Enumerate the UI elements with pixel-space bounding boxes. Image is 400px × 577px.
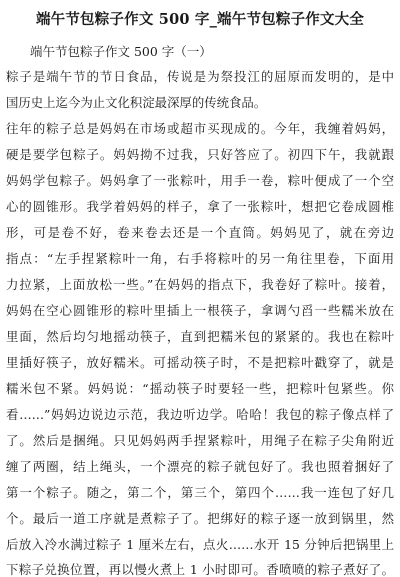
text-line: 指点：“左手捏紧粽叶一角，右手将粽叶的另一角往里卷，下面用	[6, 252, 394, 266]
text-line: 心的圆锥形。我学着妈妈的样子，拿了一张粽叶，想把它卷成圆椎	[6, 200, 394, 214]
text-line: 了。然后是捆绳。只见妈妈两手捏紧粽叶，用绳子在粽子尖角附近	[6, 434, 394, 448]
text-line: 妈妈学包粽子。妈妈拿了一张粽叶，用手一卷，粽叶便成了一个空	[6, 174, 394, 188]
text-line: 糯米包不紧。妈妈说：“摇动筷子时要轻一些，把粽叶包紧些。你	[6, 382, 394, 396]
text-line: 看……”妈妈边说边示范，我边听边学。哈哈！我包的粽子像点样了	[6, 408, 394, 422]
text-line: 国历史上迄今为止文化积淀最深厚的传统食品。	[6, 96, 267, 110]
text-line: 后放入冷水满过粽子 1 厘米左右，点火……水开 15 分钟后把锅里上	[6, 538, 394, 552]
text-line: 硬是要学包粽子。妈妈拗不过我，只好答应了。初四下午，我就跟	[6, 148, 394, 162]
text-line: 往年的粽子总是妈妈在市场或超市买现成的。今年，我缠着妈妈，	[6, 122, 394, 136]
text-line: 下粽子兑换位置，再以慢火煮上 1 小时即可。香喷喷的粽子煮好了。	[6, 563, 394, 577]
text-line: 里插好筷子，放好糯米。可摇动筷子时，不是把粽叶戳穿了，就是	[6, 356, 394, 370]
text-line: 力拉紧，上面放松一些。”在妈妈的指点下，我卷好了粽叶。接着，	[6, 278, 394, 292]
text-line: 形，可是卷不好，卷来卷去还是一个直筒。妈妈见了，就在旁边	[6, 226, 394, 240]
text-line: 缠了两圈，结上绳头，一个漂亮的粽子就包好了。我也照着捆好了	[6, 460, 394, 474]
text-line: 里面，然后均匀地摇动筷子，直到把糯米包的紧紧的。我也在粽叶	[6, 330, 394, 344]
text-line: 个。最后一道工序就是煮粽子了。把绑好的粽子逐一放到锅里，然	[6, 512, 394, 526]
text-line: 妈妈在空心圆锥形的粽叶里插上一根筷子，拿调勺舀一些糯米放在	[6, 304, 394, 318]
document-title: 端午节包粽子作文 500 字_端午节包粽子作文大全	[35, 11, 365, 28]
text-line: 第一个粽子。随之，第二个，第三个，第四个……我一连包了好几	[6, 486, 394, 500]
text-line: 粽子是端午节的节日食品，传说是为祭投江的屈原而发明的，是中	[6, 70, 394, 84]
section-subtitle: 端午节包粽子作文 500 字（一）	[30, 44, 212, 59]
